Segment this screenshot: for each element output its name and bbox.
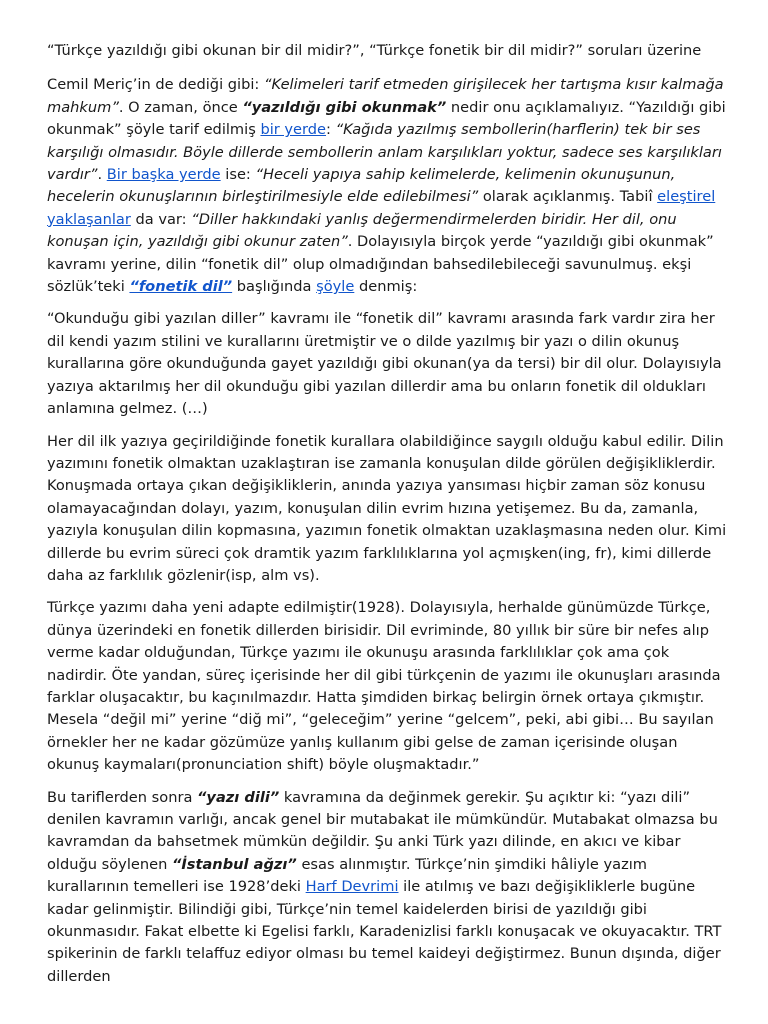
text-run: olarak açıklanmış. Tabiî <box>478 188 658 206</box>
text-run: . <box>97 166 107 184</box>
term-istanbul-agzi: “İstanbul ağzı” <box>171 855 297 873</box>
link-soyle[interactable]: şöyle <box>316 278 355 296</box>
text-run: nedir onu açıklamalıyız. “Yazıldığı gibi okunmak” şöyle tarif edilmiş <box>47 98 726 139</box>
quote-definition-1: “Kağıda yazılmış sembollerin(harflerin) tek bir ses karşılığı olmasıdır. Böyle dillerde sembollerin anlam karşılıkları yoktur, sadece ses karşılıkları vardır” <box>47 121 722 184</box>
quote-definition-2: “Heceli yapıya sahip kelimelerde, kelimenin okunuşunun, hecelerin okunuşlarının birleştirilmesiyle elde edilebilmesi” <box>47 166 676 206</box>
text-run: . Dolayısıyla birçok yerde “yazıldığı gibi okunmak” kavramı yerine, dilin “fonetik dil” olup olmadığından bahsedilebileceği savunulmuş. ekşi sözlük’teki <box>47 233 714 296</box>
text-run: Bu tariflerden sonra <box>47 788 198 806</box>
paragraph-quote-3: Türkçe yazımı daha yeni adapte edilmiştir(1928). Dolayısıyla, herhalde günümüzde Türkçe, dünya üzerindeki en fonetik dillerden birisidir. Dil evriminde, 80 yıllık bir süre bir nefes alıp verme kadar olduğundan, Türkçe yazımı ile okunuşu arasında farklılıklar çok ama çok nadirdir. Öte yandan, süreç içerisinde her dil gibi türkçenin de yazımı ile okunuşları arasında farklar oluşacaktır, bu kaçınılmazdır. Hatta şimdiden birkaç belirgin örnek ortaya çıkmıştır. Mesela “değil mi” yerine “diğ mi”, “geleceğim” yerine “gelcem”, peki, abi gibi… Bu sayılan örnekler her ne kadar gözümüze yanlış kullanım gibi gelse de zaman içerisinde oluşan okunuş kaymaları(pronunciation shift) böyle oluşmaktadır.” <box>47 599 721 774</box>
document-body <box>47 40 727 998</box>
link-bir-yerde[interactable]: bir yerde <box>260 121 327 139</box>
paragraph-yazi-dili <box>47 787 727 989</box>
paragraph-quote-2: Her dil ilk yazıya geçirildiğinde fonetik kurallara olabildiğince saygılı olduğu kabul edilir. Dilin yazımını fonetik olmaktan uzaklaştıran ise zamanla konuşulan dilde görülen değişikliklerdir. Konuşmada ortaya çıkan değişikliklerin, anında yazıya yansıması hiçbir zaman söz konusu olamayacağından dolayı, yazım, konuşulan dilin evrim hızına yetişemez. Bu da, zamanla, yazıyla konuşulan dilin kopmasına, yazımın fonetik olmaktan uzaklaşmasına neden olur. Kimi dillerde bu evrim süreci çok dramtik yazım farklılıklarına yol açmışken(ing, fr), kimi dillerde daha az farklılık gözlenir(isp, alm vs). <box>47 432 727 584</box>
quote-meric: “Kelimeleri tarif etmeden girişilecek her tartışma kısır kalmağa mahkum” <box>47 76 724 116</box>
paragraph-quote-1: “Okunduğu gibi yazılan diller” kavramı ile “fonetik dil” kavramı arasında fark vardır zira her dil kendi yazım stilini ve kurallarını üretmiştir ve o dilde yazılmış bir yazı o dilin okunuş kurallarına göre okunduğunda gayet yazıldığı gibi okunan(ya da tersi) bir dil olur. Dolayısıyla yazıya aktarılmış her dil okunduğu gibi yazılan dillerdir ama bu onların fonetik dil oldukları anlamına gelmez. (…) <box>47 310 722 418</box>
text-run: başlığında <box>232 278 317 296</box>
paragraph-definitions <box>47 74 727 298</box>
text-run: ile atılmış ve bazı değişikliklerle bugüne kadar gelinmiştir. Bilindiği gibi, Türkçe’nin temel kaidelerden birisi de yazıldığı gibi okunmasıdır. Fakat elbette ki Egelisi farklı, Karadenizlisi farklı konuşacak ve okuyacaktır. TRT spikerinin de farklı telaffuz ediyor olması bu temel kaideyi değiştirmez. Bunun dışında, diğer dillerden <box>47 878 722 985</box>
text-run: denmiş: <box>354 278 418 296</box>
text-run: da var: <box>130 210 192 228</box>
quote-critique: “Diller hakkındaki yanlış değermendirmelerden biridir. Her dil, onu konuşan için, yazıldığı gibi okunur zaten” <box>47 210 677 251</box>
term-yazildigi-gibi-okunmak: “yazıldığı gibi okunmak” <box>242 98 447 116</box>
text-run: . O zaman, önce <box>118 98 243 116</box>
text-run: ise: <box>220 166 256 184</box>
text-run: : <box>326 121 336 139</box>
link-fonetik-dil[interactable]: “fonetik dil” <box>129 278 233 296</box>
text-run: kavramına da değinmek gerekir. Şu açıktır ki: “yazı dili” denilen kavramın varlığı, ancak genel bir mutabakat ile mümkündür. Mutabakat olmazsa bu kavramdan da bahsetmek mümkün değildir. Şu anki Türk yazı dilinde, en akıcı ve kibar olduğu söylenen <box>47 788 718 873</box>
link-harf-devrimi[interactable]: Harf Devrimi <box>305 878 399 896</box>
link-elestirel-yaklasanlar[interactable]: eleştirel yaklaşanlar <box>47 188 716 228</box>
text-run: esas alınmıştır. Türkçe’nin şimdiki hâliyle yazım kurallarının temelleri ise 1928’deki <box>47 855 648 896</box>
article-title: “Türkçe yazıldığı gibi okunan bir dil midir?”, “Türkçe fonetik bir dil midir?” soruları üzerine <box>47 42 702 59</box>
term-yazi-dili: “yazı dili” <box>197 788 280 806</box>
text-run: Cemil Meriç’in de dediği gibi: <box>47 76 264 94</box>
link-bir-baska-yerde[interactable]: Bir başka yerde <box>106 166 221 184</box>
